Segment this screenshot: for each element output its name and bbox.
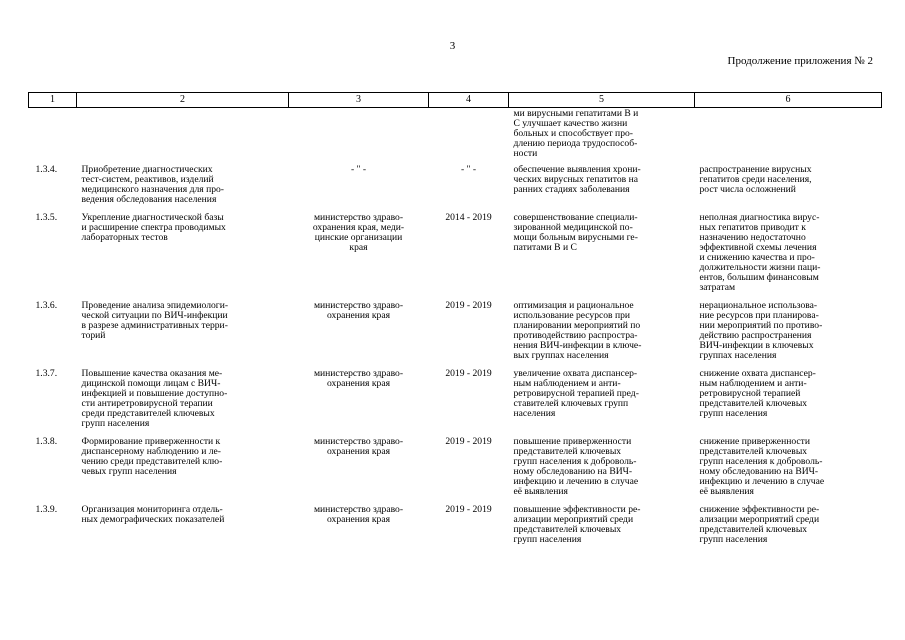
- consequence-cell: неполная диагностика вирус- ных гепатитов приводит к назначению недостаточно эффективной схемы лечения и снижению качества и про- должительности жизни паци- ентов, большим финансовым затратам: [699, 212, 821, 293]
- result-cell: ми вирусными гепатитами В и С улучшает качество жизни больных и способствует про- длению периода трудоспособ- ности: [513, 108, 639, 159]
- item-number: 1.3.6.: [35, 300, 58, 311]
- table-header-row: [29, 93, 882, 108]
- item-number: 1.3.9.: [35, 504, 58, 515]
- activity-cell: Формирование приверженности к диспансерному наблюдению и ле- чению среди представителей клю- чевых групп населения: [81, 436, 223, 477]
- continuation-label: Продолжение приложения № 2: [727, 55, 873, 67]
- consequence-cell: распространение вирусных гепатитов среди населения, рост числа осложнений: [699, 164, 812, 195]
- table-row: [29, 165, 882, 213]
- executor-cell: - " -: [350, 164, 367, 175]
- column-header: 3: [289, 93, 429, 108]
- table-row: [29, 213, 882, 301]
- activity-cell: Повышение качества оказания ме- дицинской помощи лицам с ВИЧ- инфекцией и повышение доступно- сти антиретровирусной терапии среди представителей ключевых групп населения: [81, 368, 228, 429]
- result-cell: оптимизация и рациональное использование ресурсов при планировании мероприятий по противодействию распростра- нения ВИЧ-инфекции в ключе- вых группах населения: [513, 300, 642, 361]
- period-cell: - " -: [460, 164, 477, 175]
- executor-cell: министерство здраво- охранения края: [313, 300, 404, 321]
- column-header: 2: [77, 93, 289, 108]
- activity-cell: [77, 108, 289, 166]
- period-cell: 2019 - 2019: [445, 436, 492, 447]
- table-row: [29, 108, 882, 166]
- consequence-cell: нерациональное использова- ние ресурсов при планирова- нии мероприятий по противо- действию распространения ВИЧ-инфекции в ключевых группах населения: [699, 300, 823, 361]
- executor-cell: министерство здраво- охранения края, меди- цинские организации края: [312, 212, 405, 253]
- result-cell: обеспечение выявления хрони- ческих вирусных гепатитов на ранних стадиях заболевания: [513, 164, 641, 195]
- executor-cell: министерство здраво- охранения края: [313, 504, 404, 525]
- table-row: [29, 505, 882, 553]
- table-row: [29, 369, 882, 437]
- item-number: 1.3.8.: [35, 436, 58, 447]
- item-number: 1.3.4.: [35, 164, 58, 175]
- consequence-cell: снижение приверженности представителей ключевых групп населения к доброволь- ному обследованию на ВИЧ- инфекцию и лечению в случае её выявления: [699, 436, 825, 497]
- table-row: [29, 437, 882, 505]
- consequence-cell: [695, 108, 882, 166]
- result-cell: увеличение охвата диспансер- ным наблюдением и анти- ретровирусной терапией пред- ставителей ключевых групп населения: [513, 368, 639, 419]
- result-cell: повышение приверженности представителей ключевых групп населения к доброволь- ному обследованию на ВИЧ- инфекцию и лечению в случае её выявления: [513, 436, 639, 497]
- activity-cell: Организация мониторинга отдель- ных демографических показателей: [81, 504, 225, 525]
- activity-cell: Проведение анализа эпидемиологи- ческой ситуации по ВИЧ-инфекции в разрезе административных терри- торий: [81, 300, 229, 341]
- item-number: 1.3.5.: [35, 212, 58, 223]
- executor-cell: министерство здраво- охранения края: [313, 436, 404, 457]
- result-cell: повышение эффективности ре- ализации мероприятий среди представителей ключевых групп населения: [513, 504, 641, 545]
- activity-cell: Приобретение диагностических тест-систем, реактивов, изделий медицинского назначения для про- ведения обследования населения: [81, 164, 224, 205]
- item-number: [29, 108, 77, 166]
- consequence-cell: снижение охвата диспансер- ным наблюдением и анти- ретровирусной терапией представителей ключевых групп населения: [699, 368, 816, 419]
- item-number: 1.3.7.: [35, 368, 58, 379]
- column-header: 5: [509, 93, 695, 108]
- consequence-cell: снижение эффективности ре- ализации мероприятий среди представителей ключевых групп населения: [699, 504, 820, 545]
- page-number: 3: [449, 40, 456, 52]
- period-cell: 2019 - 2019: [445, 368, 492, 379]
- executor-cell: министерство здраво- охранения края: [313, 368, 404, 389]
- period-cell: 2019 - 2019: [445, 300, 492, 311]
- table-row: [29, 301, 882, 369]
- column-header: 4: [429, 93, 509, 108]
- column-header: 1: [29, 93, 77, 108]
- result-cell: совершенствование специали- зированной медицинской по- мощи больным вирусными ге- патитами В и С: [513, 212, 638, 253]
- executor-cell: [289, 108, 429, 166]
- period-cell: [429, 108, 509, 166]
- appendix-table: [28, 92, 882, 553]
- period-cell: 2019 - 2019: [445, 504, 492, 515]
- period-cell: 2014 - 2019: [445, 212, 492, 223]
- activity-cell: Укрепление диагностической базы и расширение спектра проводимых лабораторных тестов: [81, 212, 226, 243]
- column-header: 6: [695, 93, 882, 108]
